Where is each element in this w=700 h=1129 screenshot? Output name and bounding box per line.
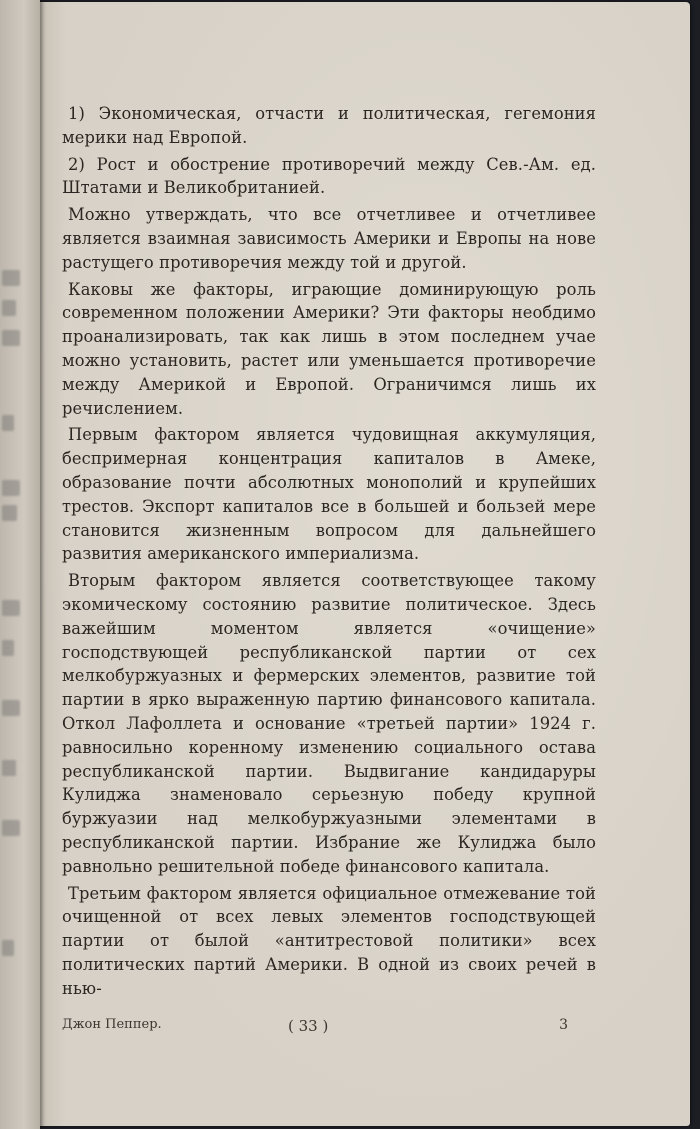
paragraph-4: Каковы же факторы, играющие доминирующую роль современном положении Америки? Эти факторы необдимо проанализировать, так как лишь в этом последнем учае можно установить, растет или уменьшается противоречие между Америкой и Европой. Ограничимся лишь их речислением. [62,279,596,418]
sheet-number: 3 [559,1017,568,1033]
paragraph-6: Вторым фактором является соответствующее такому экомическому состоянию развитие политическое. Здесь важейшим моментом является «очищение» господствующей республиканской партии от сех мелкобуржуазных и фермерских элементов, развитие той партии в ярко выраженную партию финансового капитала. Откол Лафоллета и основание «третьей партии» 1924 г. равносильно коренному изменению социального остава республиканской партии. Выдвигание кандидаруры Кулиджа знаменовало серьезную победу крупной буржуазии над мелкобуржуазными элементами в республиканской партии. Избрание же Кулиджа было равнольно решительной победе финансового капитала. [62,571,596,876]
ink-bleed-mark [2,505,17,521]
ink-bleed-mark [2,330,20,346]
ink-bleed-mark [2,480,20,496]
ink-bleed-mark [2,760,16,776]
paragraph-5: Первым фактором является чудовищная аккумуляция, беспримерная концентрация капиталов в Амеке, образование почти абсолютных монополий и крупейших трестов. Экспорт капиталов все в большей и бользей мере становится жизненным вопросом для дальнейшего развития американского империализма. [62,425,596,564]
paragraph-2: 2) Рост и обострение противоречий между Сев.-Ам. ед. Штатами и Великобританией. [62,154,596,198]
ink-bleed-mark [2,270,20,286]
ink-bleed-mark [2,700,20,716]
paragraph-3: Можно утверждать, что все отчетливее и отчетливее является взаимная зависимость Америки и Европы на нове растущего противоречия между той и другой. [62,205,596,272]
page-number: ( 33 ) [288,1017,329,1035]
ink-bleed-mark [2,415,14,431]
ink-bleed-mark [2,640,14,656]
page-body [62,102,596,1003]
footer-signature: Джон Пеппер. [62,1017,162,1032]
paragraph-1: 1) Экономическая, отчасти и политическая, гегемония мерики над Европой. [62,104,596,147]
ink-bleed-mark [2,600,20,616]
book-page [26,2,690,1126]
paragraph-7: Третьим фактором является официальное отмежевание той очищенной от всех левых элементов господствующей партии от былой «антитрестовой политики» всех политических партий Америки. В одной из своих речей в нью- [62,883,596,998]
previous-page-edge [0,0,40,1129]
ink-bleed-mark [2,300,16,316]
ink-bleed-mark [2,820,20,836]
page-footer [62,1017,568,1041]
ink-bleed-mark [2,940,14,956]
